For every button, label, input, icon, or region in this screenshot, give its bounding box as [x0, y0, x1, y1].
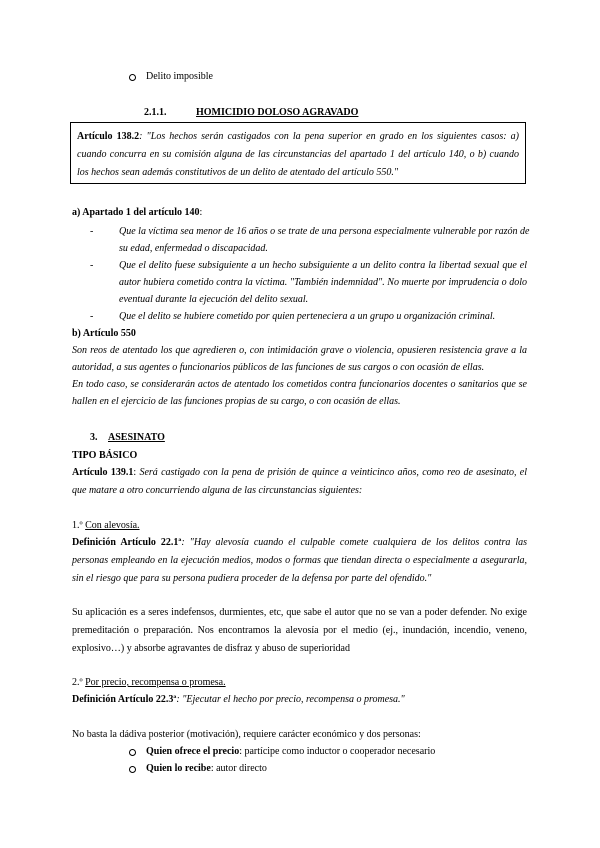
box-line-1: [77, 131, 519, 143]
precio-para: No basta la dádiva posterior (motivación), requiere carácter económico y dos personas:: [72, 729, 421, 740]
alevosia-para-line: premeditación o preparación. Nos encontramos la alevosía por el medio (ej., inundación, incendio, veneno,: [72, 625, 527, 636]
precio-bullet-1: [146, 746, 435, 758]
article-139-line-1: [72, 467, 527, 479]
list-item-line: Que el delito fuese subsiguiente a un hecho subsiguiente a un delito contra la libertad sexual que el: [119, 260, 527, 271]
tipo-basico-heading: TIPO BÁSICO: [72, 450, 138, 461]
alevosia-def-line-1: [72, 537, 527, 549]
precio-bullet-2-label: Quien lo recibe: [146, 763, 211, 774]
precio-def-label: Definición Artículo 22.3ª: [72, 694, 177, 705]
circle-bullet-icon: [129, 749, 136, 756]
precio-heading-text: Por precio, recompensa o promesa.: [85, 677, 226, 688]
precio-bullet-1-text: : partícipe como inductor o cooperador necesario: [239, 746, 436, 757]
section-3-title: ASESINATO: [108, 432, 165, 443]
dash-bullet: -: [90, 311, 94, 322]
list-item-line: Que el delito se hubiere cometido por quien perteneciera a un grupo u organización criminal.: [119, 311, 496, 322]
box-article-label: Artículo 138.2: [77, 131, 140, 142]
precio-bullet-2: [146, 763, 267, 775]
box-line-2: cuando concurra en su comisión alguna de las circunstancias del apartado 1 del artículo 140, o b) cuando: [77, 149, 519, 160]
alevosia-para-line: explosivo…) y absorbe agravantes de disfraz y abuso de superioridad: [72, 643, 350, 654]
alevosia-def-line-2: personas empleando en la ejecución medios, modos o formas que tiendan directa o especialmente a asegurarla,: [72, 555, 527, 566]
apartado-b-line: hallen en el ejercicio de las funciones propias de su cargo, o con ocasión de ellas.: [72, 396, 401, 407]
list-item-line: Que la víctima sea menor de 16 años o se trate de una persona especialmente vulnerable por razón de: [119, 226, 530, 237]
alevosia-heading: [72, 520, 140, 532]
alevosia-para-line: Su aplicación es a seres indefensos, durmientes, etc, que sabe el autor que no se van a poder defender. No exige: [72, 607, 527, 618]
list-item-line: su edad, enfermedad o discapacidad.: [119, 243, 268, 254]
apartado-a-heading-text: a) Apartado 1 del artículo 140: [72, 207, 200, 218]
box-line-1-text: : "Los hechos serán castigados con la pena superior en grado en los siguientes casos: a): [139, 131, 519, 142]
article-139-text: Será castigado con la pena de prisión de quince a veinticinco años, como reo de asesinato, el: [139, 467, 527, 478]
precio-prefix: 2.º: [72, 677, 83, 688]
alevosia-def-label: Definición Artículo 22.1ª: [72, 537, 182, 548]
circle-bullet-icon: [129, 766, 136, 773]
apartado-b-line: autoridad, a sus agentes o funcionarios públicos de las funciones de sus cargos o con ocasión de ellas.: [72, 362, 485, 373]
list-item-line: autor hubiera cometido contra la víctima. "También indemnidad". No muerte por imprudencia o dolo: [119, 277, 527, 288]
list-item-line: eventual durante la ejecución del delito sexual.: [119, 294, 309, 305]
apartado-b-line: Son reos de atentado los que agredieren o, con intimidación grave o violencia, opusieren resistencia grave a la: [72, 345, 527, 356]
precio-heading: [72, 677, 226, 689]
box-line-3: los hechos sean además constitutivos de un delito de atentado del artículo 550.": [77, 167, 399, 178]
circle-bullet-icon: [129, 74, 136, 81]
alevosia-prefix: 1.º: [72, 520, 83, 531]
alevosia-def-text: : "Hay alevosía cuando el culpable comete cualquiera de los delitos contra las: [181, 537, 527, 548]
precio-bullet-2-text: : autor directo: [210, 763, 267, 774]
apartado-b-heading: b) Artículo 550: [72, 328, 136, 339]
section-number: 2.1.1.: [144, 107, 167, 118]
precio-def-text: : "Ejecutar el hecho por precio, recompensa o promesa.": [176, 694, 405, 705]
alevosia-def-line-3: sin el riesgo que para su persona pudiera proceder de la defensa por parte del ofendido.": [72, 573, 432, 584]
apartado-b-line: En todo caso, se considerarán actos de atentado los cometidos contra funcionarios docentes o sanitarios que se: [72, 379, 527, 390]
precio-bullet-1-label: Quien ofrece el precio: [146, 746, 240, 757]
dash-bullet: -: [90, 260, 94, 271]
apartado-a-colon: :: [199, 207, 203, 218]
article-139-colon: :: [133, 467, 137, 478]
alevosia-heading-text: Con alevosía.: [85, 520, 140, 531]
top-bullet-text: Delito imposible: [146, 71, 213, 82]
article-139-label: Artículo 139.1: [72, 467, 134, 478]
section-3-number: 3.: [90, 432, 98, 443]
section-title: HOMICIDIO DOLOSO AGRAVADO: [196, 107, 359, 118]
precio-def-line: [72, 694, 405, 706]
article-139-line-2: que matare a otro concurriendo alguna de las circunstancias siguientes:: [72, 485, 363, 496]
apartado-a-heading: [72, 207, 202, 219]
dash-bullet: -: [90, 226, 94, 237]
